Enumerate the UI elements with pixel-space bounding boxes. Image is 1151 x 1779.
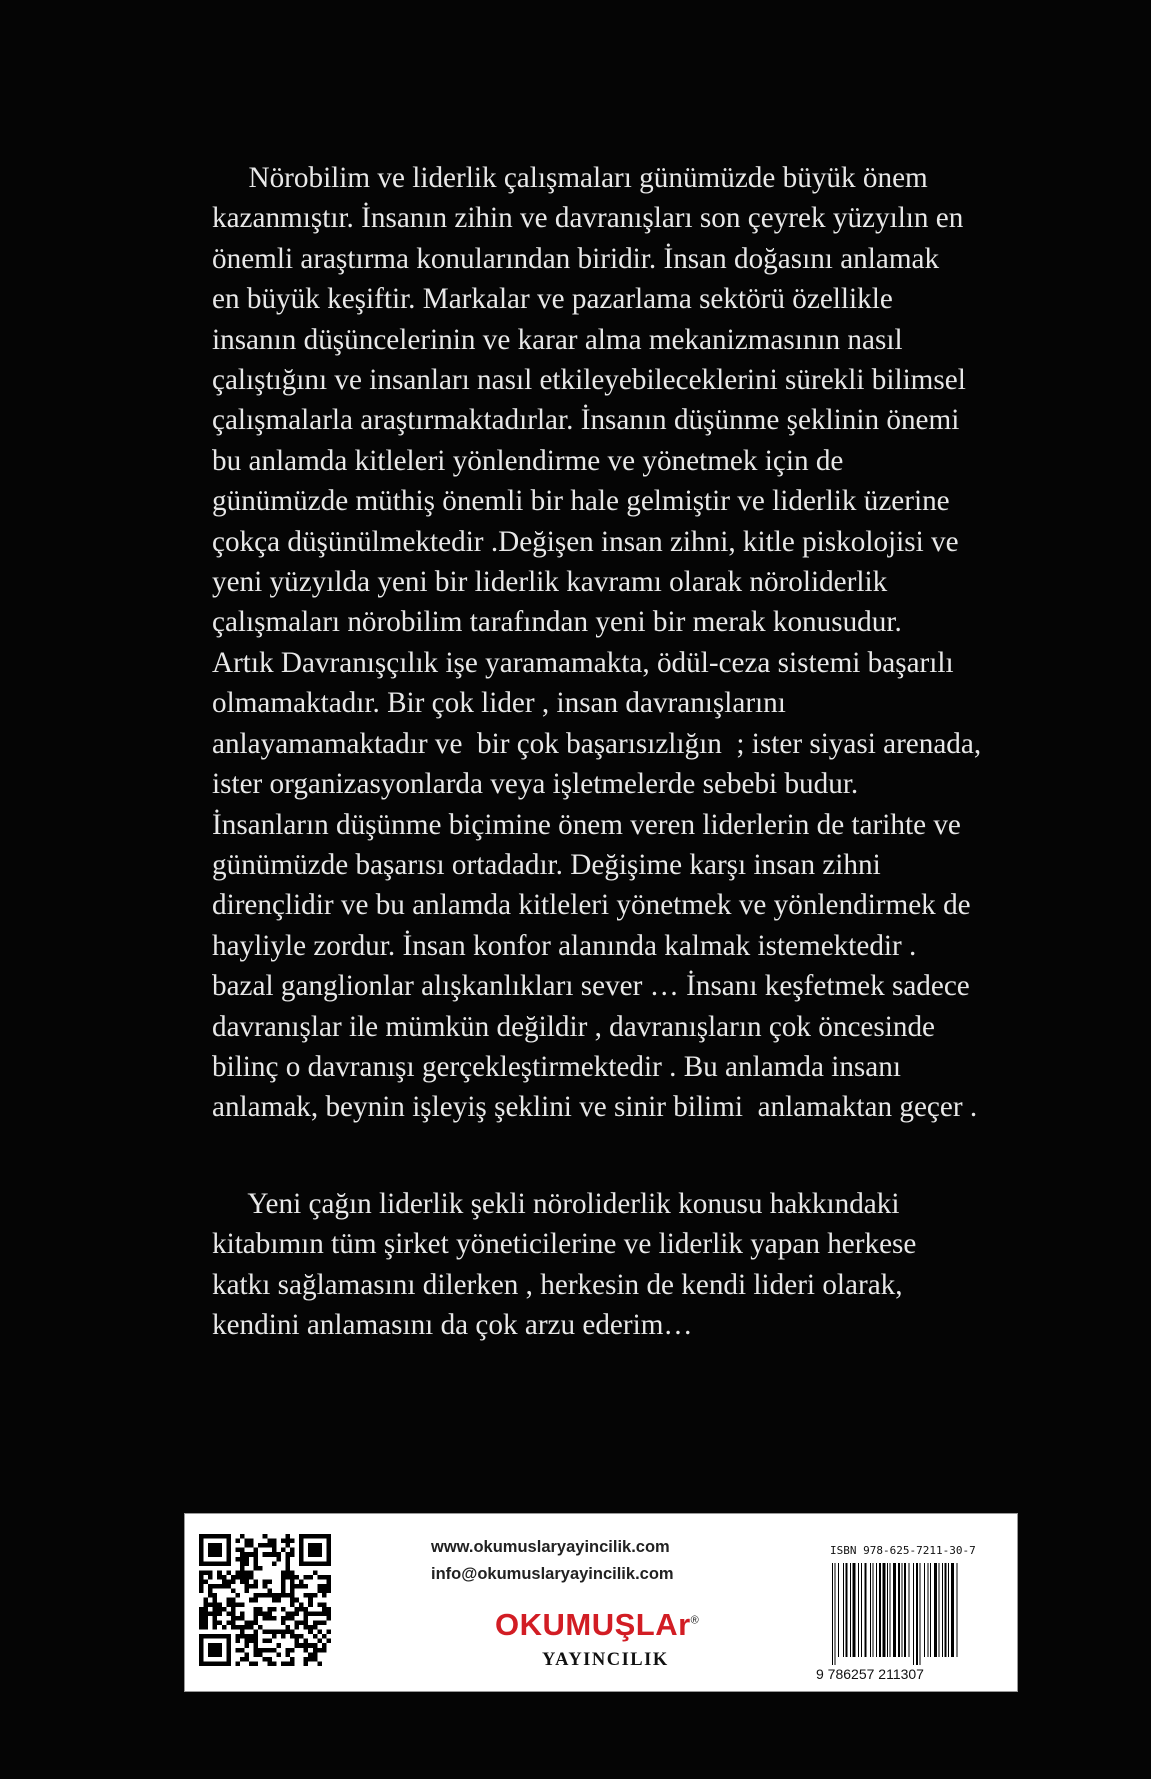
text-line: ister organizasyonlarda veya işletmelerde sebebi budur.: [212, 768, 859, 801]
text-line: kazanmıştır. İnsanın zihin ve davranışları son çeyrek yüzyılın en: [212, 202, 964, 235]
website-link[interactable]: www.okumuslaryayincilik.com: [431, 1538, 670, 1556]
text-line: hayliyle zordur. İnsan konfor alanında kalmak istemektedir .: [212, 929, 917, 962]
text-line: bilinç o davranışı gerçekleştirmektedir . Bu anlamda insanı: [212, 1050, 901, 1083]
qr-code-icon: [199, 1534, 331, 1666]
barcode-digits: 9 786257 211307: [816, 1666, 924, 1682]
publisher-subtitle: YAYINCILIK: [542, 1650, 669, 1670]
text-line: Artık Davranışçılık işe yaramamakta, ödül-ceza sistemi başarılı: [212, 646, 954, 679]
text-line: bazal ganglionlar alışkanlıkları sever … İnsanı keşfetmek sadece: [212, 970, 970, 1003]
text-line: yeni yüzyılda yeni bir liderlik kavramı olarak nöroliderlik: [212, 566, 888, 599]
publisher-info-box: [184, 1513, 1018, 1692]
text-line: en büyük keşiftir. Markalar ve pazarlama sektörü özellikle: [212, 283, 893, 316]
text-line: çalışmalarla araştırmaktadırlar. İnsanın düşünme şeklinin önemi: [212, 404, 960, 437]
text-line: çokça düşünülmektedir .Değişen insan zihni, kitle piskolojisi ve: [212, 525, 959, 558]
logo-text: OKUMUŞLAr: [495, 1607, 691, 1642]
text-line: Nörobilim ve liderlik çalışmaları günümüzde büyük önem: [212, 162, 928, 194]
text-line: katkı sağlamasını dilerken , herkesin de kendi lideri olarak,: [212, 1268, 903, 1301]
text-line: olmamaktadır. Bir çok lider , insan davranışlarını: [212, 687, 786, 720]
text-line: dirençlidir ve bu anlamda kitleleri yönetmek ve yönlendirmek de: [212, 889, 971, 922]
paragraph-gap: [212, 1128, 1042, 1184]
text-line: davranışlar ile mümkün değildir , davranışların çok öncesinde: [212, 1010, 935, 1043]
blurb-paragraph-2: [212, 1184, 1042, 1346]
blurb-text: [212, 158, 1042, 1345]
blurb-paragraph-1: [212, 158, 1042, 1128]
contact-block: [431, 1534, 674, 1588]
text-line: çalıştığını ve insanları nasıl etkileyebileceklerini sürekli bilimsel: [212, 364, 966, 397]
publisher-logo: [495, 1607, 699, 1643]
isbn-label: ISBN 978-625-7211-30-7: [830, 1544, 976, 1557]
text-line: kendini anlamasını da çok arzu ederim…: [212, 1308, 693, 1341]
text-line: günümüzde müthiş önemli bir hale gelmiştir ve liderlik üzerine: [212, 485, 950, 518]
registered-mark: ®: [690, 1614, 700, 1627]
text-line: kitabımın tüm şirket yöneticilerine ve liderlik yapan herkese: [212, 1228, 917, 1261]
email-link[interactable]: info@okumuslaryayincilik.com: [431, 1565, 674, 1583]
text-line: önemli araştırma konularından biridir. İnsan doğasını anlamak: [212, 242, 940, 275]
text-line: anlamak, beynin işleyiş şeklini ve sinir bilimi anlamaktan geçer .: [212, 1091, 978, 1124]
text-line: İnsanların düşünme biçimine önem veren liderlerin de tarihte ve: [212, 808, 961, 841]
text-line: insanın düşüncelerinin ve karar alma mekanizmasının nasıl: [212, 323, 903, 356]
barcode-icon: [830, 1563, 1002, 1665]
text-line: günümüzde başarısı ortadadır. Değişime karşı insan zihni: [212, 848, 881, 881]
text-line: çalışmaları nörobilim tarafından yeni bir merak konusudur.: [212, 606, 902, 639]
text-line: bu anlamda kitleleri yönlendirme ve yönetmek için de: [212, 444, 844, 477]
text-line: Yeni çağın liderlik şekli nöroliderlik konusu hakkındaki: [212, 1187, 900, 1220]
text-line: anlayamamaktadır ve bir çok başarısızlığın ; ister siyasi arenada,: [212, 727, 982, 760]
